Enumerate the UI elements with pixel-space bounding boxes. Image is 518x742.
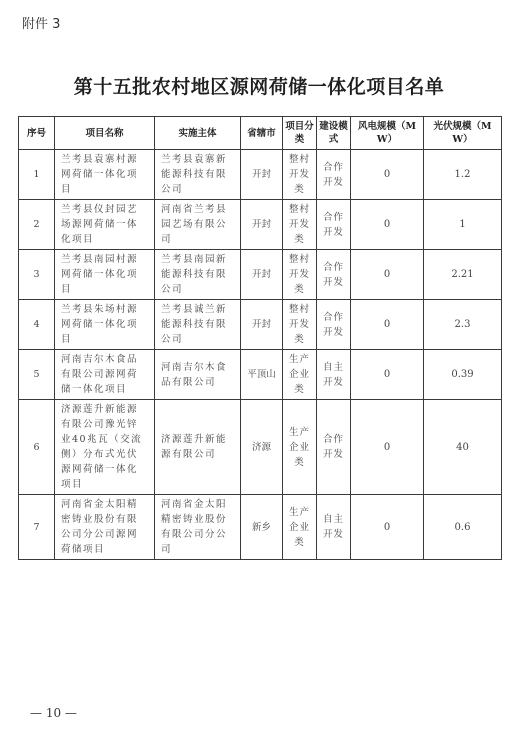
cell-mode: 合作开发 bbox=[317, 150, 351, 200]
cell-solar: 40 bbox=[424, 400, 502, 495]
cell-wind: 0 bbox=[351, 400, 424, 495]
attachment-label: 附件 3 bbox=[22, 17, 61, 32]
cell-wind: 0 bbox=[351, 350, 424, 400]
cell-wind: 0 bbox=[351, 495, 424, 560]
column-header-city: 省辖市 bbox=[241, 117, 283, 150]
cell-no: 3 bbox=[19, 250, 55, 300]
cell-type: 生产企业类 bbox=[283, 495, 317, 560]
table-row bbox=[19, 250, 502, 300]
table-row bbox=[19, 495, 502, 560]
table-row bbox=[19, 150, 502, 200]
table-row bbox=[19, 300, 502, 350]
column-header-solar: 光伏规模（MW） bbox=[424, 117, 502, 150]
page-number: — 10 — bbox=[30, 706, 77, 720]
cell-wind: 0 bbox=[351, 300, 424, 350]
cell-project-name: 河南吉尔木食品有限公司源网荷储一体化项目 bbox=[55, 350, 155, 400]
cell-mode: 合作开发 bbox=[317, 200, 351, 250]
cell-city: 开封 bbox=[241, 200, 283, 250]
cell-mode: 合作开发 bbox=[317, 400, 351, 495]
column-header-mode: 建设模式 bbox=[317, 117, 351, 150]
cell-city: 新乡 bbox=[241, 495, 283, 560]
cell-type: 整村开发类 bbox=[283, 300, 317, 350]
cell-mode: 自主开发 bbox=[317, 350, 351, 400]
cell-entity: 河南吉尔木食品有限公司 bbox=[155, 350, 241, 400]
cell-type: 整村开发类 bbox=[283, 150, 317, 200]
column-header-no: 序号 bbox=[19, 117, 55, 150]
cell-mode: 合作开发 bbox=[317, 250, 351, 300]
cell-project-name: 兰考县南园村源网荷储一体化项目 bbox=[55, 250, 155, 300]
cell-entity: 兰考县南园新能源科技有限公司 bbox=[155, 250, 241, 300]
table-row bbox=[19, 400, 502, 495]
cell-solar: 1.2 bbox=[424, 150, 502, 200]
cell-no: 6 bbox=[19, 400, 55, 495]
cell-city: 开封 bbox=[241, 250, 283, 300]
cell-solar: 2.3 bbox=[424, 300, 502, 350]
cell-project-name: 兰考县朱场村源网荷储一体化项目 bbox=[55, 300, 155, 350]
cell-type: 生产企业类 bbox=[283, 400, 317, 495]
cell-entity: 兰考县袁寨新能源科技有限公司 bbox=[155, 150, 241, 200]
cell-mode: 自主开发 bbox=[317, 495, 351, 560]
cell-wind: 0 bbox=[351, 250, 424, 300]
table-row bbox=[19, 200, 502, 250]
cell-project-name: 河南省金太阳精密铸业股份有限公司分公司源网荷储项目 bbox=[55, 495, 155, 560]
cell-city: 济源 bbox=[241, 400, 283, 495]
project-table bbox=[18, 116, 502, 560]
cell-city: 开封 bbox=[241, 150, 283, 200]
cell-no: 5 bbox=[19, 350, 55, 400]
cell-entity: 河南省金太阳精密铸业股份有限公司分公司 bbox=[155, 495, 241, 560]
cell-type: 整村开发类 bbox=[283, 200, 317, 250]
column-header-entity: 实施主体 bbox=[155, 117, 241, 150]
cell-no: 4 bbox=[19, 300, 55, 350]
cell-solar: 2.21 bbox=[424, 250, 502, 300]
cell-project-name: 兰考县袁寨村源网荷储一体化项目 bbox=[55, 150, 155, 200]
column-header-name: 项目名称 bbox=[55, 117, 155, 150]
cell-project-name: 兰考县仪封园艺场源网荷储一体化项目 bbox=[55, 200, 155, 250]
cell-mode: 合作开发 bbox=[317, 300, 351, 350]
cell-project-name: 济源莲升新能源有限公司豫光锌业40兆瓦（交流侧）分布式光伏源网荷储一体化项目 bbox=[55, 400, 155, 495]
cell-city: 平顶山 bbox=[241, 350, 283, 400]
table-header-row bbox=[19, 117, 502, 150]
document-title: 第十五批农村地区源网荷储一体化项目名单 bbox=[73, 76, 445, 98]
cell-city: 开封 bbox=[241, 300, 283, 350]
cell-entity: 河南省兰考县园艺场有限公司 bbox=[155, 200, 241, 250]
column-header-wind: 风电规模（MW） bbox=[351, 117, 424, 150]
cell-type: 整村开发类 bbox=[283, 250, 317, 300]
cell-solar: 0.6 bbox=[424, 495, 502, 560]
cell-entity: 兰考县诚兰新能源科技有限公司 bbox=[155, 300, 241, 350]
table-row bbox=[19, 350, 502, 400]
cell-type: 生产企业类 bbox=[283, 350, 317, 400]
cell-no: 2 bbox=[19, 200, 55, 250]
cell-solar: 1 bbox=[424, 200, 502, 250]
cell-solar: 0.39 bbox=[424, 350, 502, 400]
cell-entity: 济源莲升新能源有限公司 bbox=[155, 400, 241, 495]
cell-wind: 0 bbox=[351, 150, 424, 200]
cell-no: 7 bbox=[19, 495, 55, 560]
cell-wind: 0 bbox=[351, 200, 424, 250]
cell-no: 1 bbox=[19, 150, 55, 200]
column-header-type: 项目分类 bbox=[283, 117, 317, 150]
